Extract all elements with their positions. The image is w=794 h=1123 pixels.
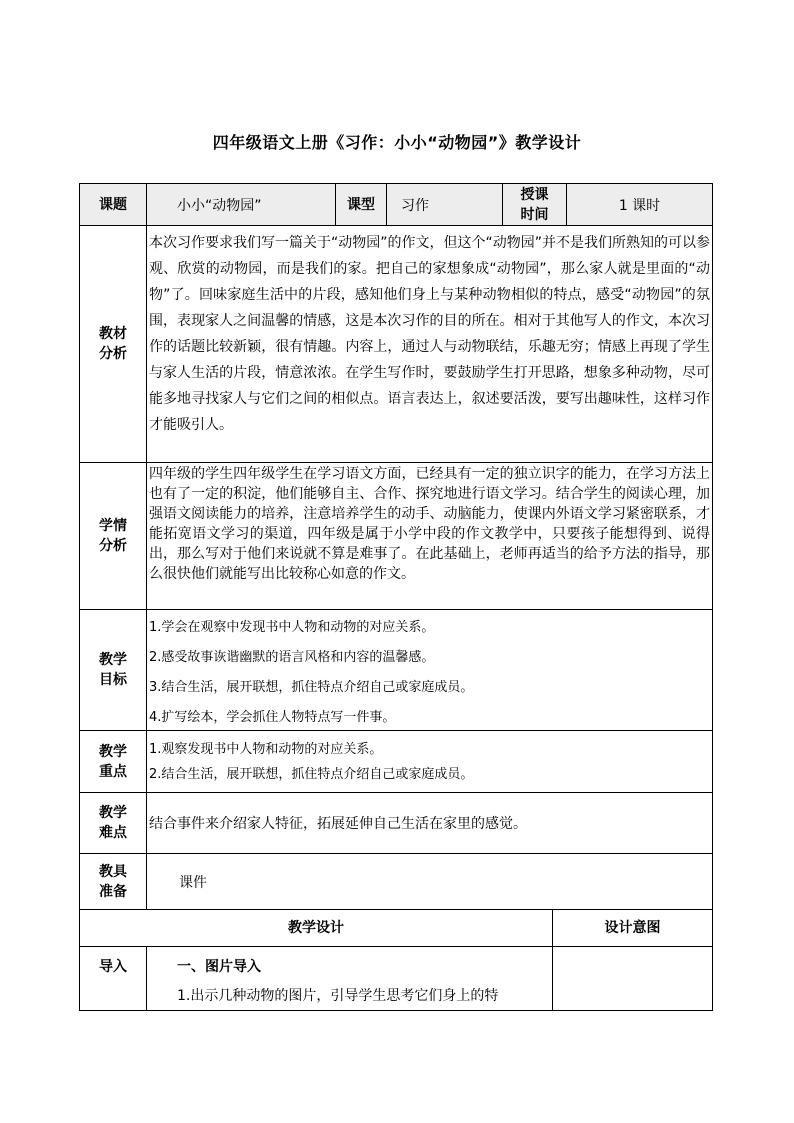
keypoint-item: 2.结合生活，展开联想，抓住特点介绍自己或家庭成员。 bbox=[149, 767, 474, 782]
design-header-label: 教学设计 bbox=[288, 920, 344, 936]
intro-heading: 一、图片导入 bbox=[177, 959, 261, 975]
intent-header-label: 设计意图 bbox=[604, 920, 661, 936]
tools-label-line1: 教具 bbox=[99, 863, 127, 880]
learner-text-cell bbox=[146, 462, 713, 610]
type-label-cell bbox=[335, 183, 387, 226]
type-label: 课型 bbox=[347, 196, 375, 213]
goals-label-line1: 教学 bbox=[99, 652, 127, 668]
topic-label: 课题 bbox=[99, 196, 127, 213]
intro-label: 导入 bbox=[99, 959, 127, 975]
learner-label-line2: 分析 bbox=[99, 538, 127, 554]
goal-item: 4.扩写绘本，学会抓住人物特点写一件事。 bbox=[149, 710, 396, 725]
type-value: 习作 bbox=[401, 197, 429, 214]
type-value-cell bbox=[386, 183, 503, 226]
hours-value: 1 课时 bbox=[618, 197, 661, 214]
topic-value-cell bbox=[146, 183, 336, 226]
keypoints-list-cell bbox=[146, 730, 713, 793]
hours-value-cell bbox=[566, 183, 713, 226]
learner-label-line1: 学情 bbox=[99, 518, 127, 534]
intro-line: 1.出示几种动物的图片，引导学生思考它们身上的特 bbox=[177, 988, 499, 1004]
learner-label-cell bbox=[79, 462, 147, 610]
difficulty-text: 结合事件来介绍家人特征，拓展延伸自己生活在家里的感觉。 bbox=[149, 816, 527, 832]
material-label-line1: 教材 bbox=[99, 326, 127, 342]
topic-label-cell bbox=[79, 183, 147, 226]
tools-text-cell bbox=[146, 853, 713, 910]
difficulty-label-line2: 难点 bbox=[99, 825, 127, 841]
keypoints-label-line1: 教学 bbox=[99, 743, 127, 760]
goal-item: 3.结合生活，展开联想，抓住特点介绍自己或家庭成员。 bbox=[149, 680, 474, 695]
tools-text: 课件 bbox=[179, 874, 207, 891]
keypoints-label-line2: 重点 bbox=[99, 763, 127, 780]
goal-item: 1.学会在观察中发现书中人物和动物的对应关系。 bbox=[149, 620, 435, 635]
intro-intent-cell bbox=[552, 946, 713, 1011]
intro-content-cell bbox=[146, 946, 553, 1011]
hours-label-line1: 授课 bbox=[520, 186, 549, 203]
keypoint-item: 1.观察发现书中人物和动物的对应关系。 bbox=[149, 742, 383, 757]
topic-value: 小小“动物园” bbox=[177, 197, 262, 214]
goals-label-line2: 目标 bbox=[99, 672, 127, 688]
difficulty-label-line1: 教学 bbox=[99, 805, 127, 821]
tools-label-cell bbox=[79, 853, 147, 910]
hours-label-line2: 时间 bbox=[520, 206, 549, 223]
goals-list-cell bbox=[146, 609, 713, 731]
material-label-line2: 分析 bbox=[99, 346, 127, 362]
material-analysis-text: 本次习作要求我们写一篇关于“动物园”的作文，但这个“动物园”并不是我们所熟知的可以参观、欣赏的动物园，而是我们的家。把自己的家想象成“动物园”，那么家人就是里面的“动物”了。回味家庭生活中的片段，感知他们身上与某种动物相似的特点，感受“动物园”的氛围，表现家人之间温馨的情感，这是本次习作的目的所在。相对于其他写人的作文，本次习作的话题比较新颖，很有情趣。内容上，通过人与动物联结，乐趣无穷；情感上再现了学生与家人生活的片段，情意浓浓。在学生写作时，要鼓励学生打开思路，想象多种动物，尽可能多地寻找家人与它们之间的相似点。语言表达上，叙述要活泼，要写出趣味性，这样习作才能吸引人。 bbox=[149, 235, 711, 433]
material-label-cell bbox=[79, 225, 147, 463]
design-header-cell bbox=[79, 909, 553, 947]
difficulty-label-cell bbox=[79, 792, 147, 854]
goals-label-cell bbox=[79, 609, 147, 731]
difficulty-text-cell bbox=[146, 792, 713, 854]
hours-label-cell bbox=[502, 183, 567, 226]
keypoints-label-cell bbox=[79, 730, 147, 793]
document-title: 四年级语文上册《习作：小小“动物园”》教学设计 bbox=[212, 133, 582, 152]
lesson-plan-table bbox=[80, 184, 714, 1012]
intro-label-cell bbox=[79, 946, 147, 1011]
material-text-cell bbox=[146, 225, 713, 463]
tools-label-line2: 准备 bbox=[99, 883, 127, 900]
learner-analysis-text: 四年级的学生四年级学生在学习语文方面，已经具有一定的独立识字的能力，在学习方法上也有了一定的积淀，他们能够自主、合作、探究地进行语文学习。结合学生的阅读心理，加强语文阅读能力的培养，注意培养学生的动手、动脑能力，使课内外语文学习紧密联系，才能拓宽语文学习的渠道，四年级是属于小学中段的作文教学中，只要孩子能想得到、说得出，那么写对于他们来说就不算是难事了。在此基础上，老师再适当的给予方法的指导，那么很快他们就能写出比较称心如意的作文。 bbox=[149, 466, 710, 582]
goal-item: 2.感受故事诙谐幽默的语言风格和内容的温馨感。 bbox=[149, 650, 435, 665]
intent-header-cell bbox=[552, 909, 713, 947]
